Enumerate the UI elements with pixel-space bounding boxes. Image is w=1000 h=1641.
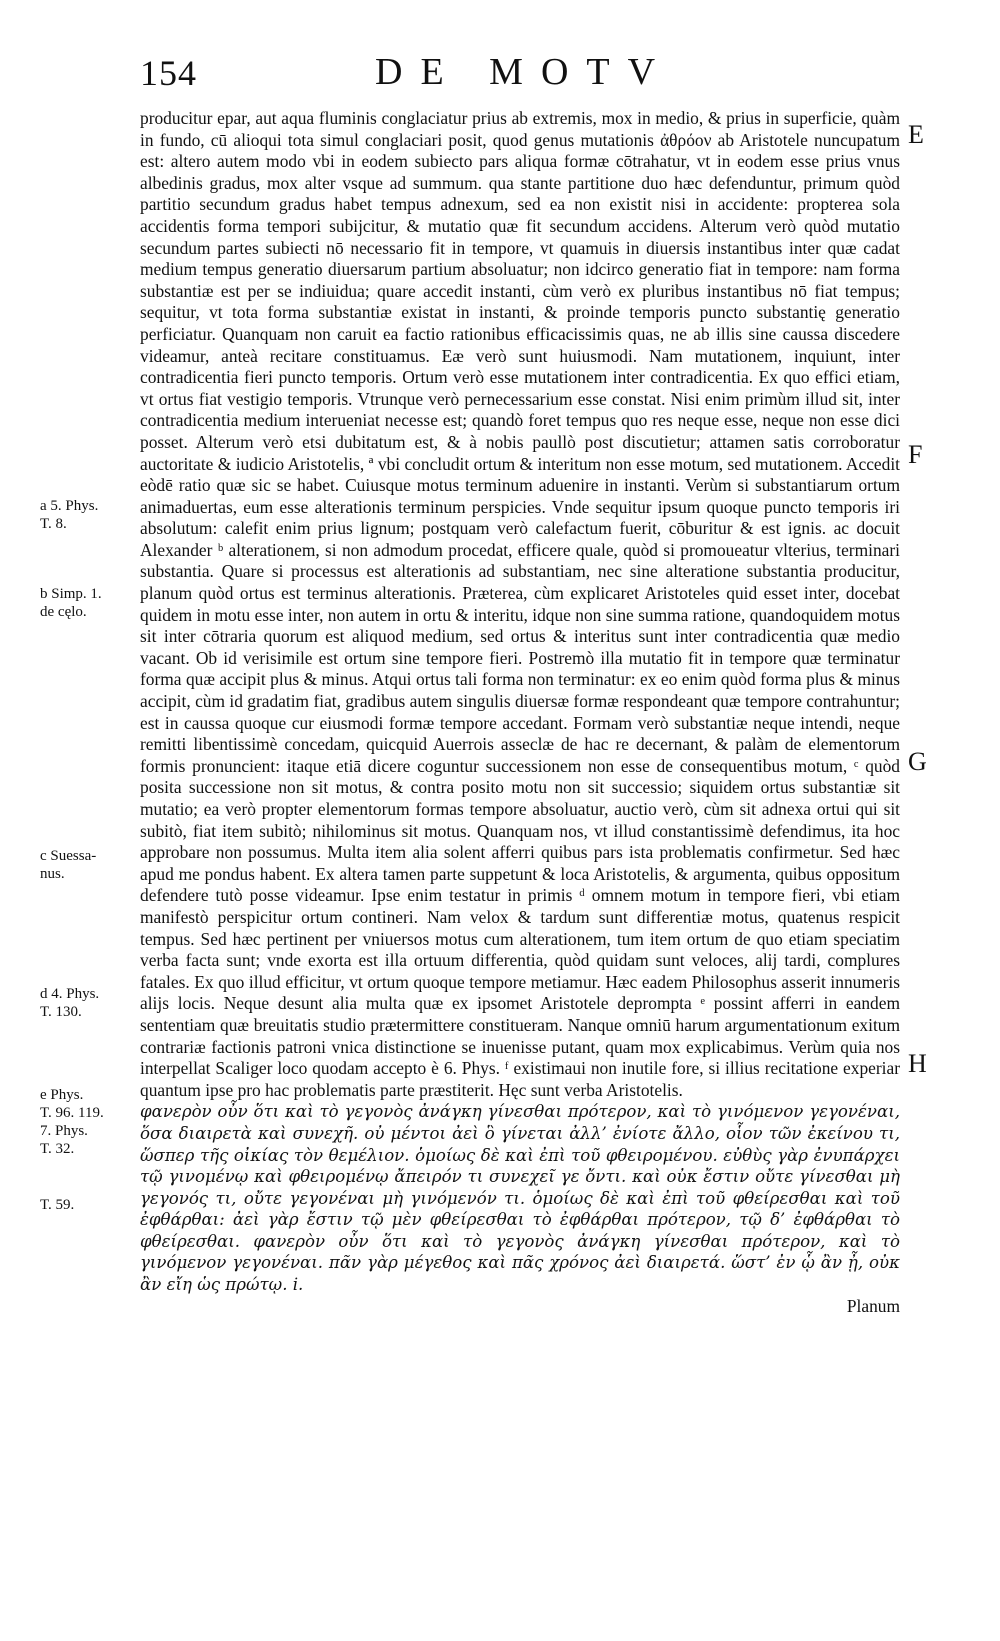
margin-note-line: T. 130. (40, 1004, 82, 1020)
margin-note-line: e Phys. (40, 1087, 84, 1103)
margin-note (40, 585, 132, 621)
section-letter: H (908, 1049, 927, 1078)
running-title: DE MOTV (375, 51, 674, 93)
margin-note (40, 1086, 132, 1158)
greek-quotation: φανερὸν οὖν ὅτι καὶ τὸ γεγονὸς ἀνάγκη γίνεσθαι πρότερον, καὶ τὸ γινόμενον γεγονέναι, ὅσα διαιρετὰ καὶ συνεχῆ. οὐ μέντοι ἀεὶ ὃ γίνεται ἀλλ’ ἐνίοτε ἄλλο, οἷον τῶν ἐκείνου τι, ὥσπερ τῆς οἰκίας τὸν θεμέλιον. ὁμοίως δὲ καὶ ἐπὶ τοῦ φθειρομένου. εὐθὺς γὰρ ἐνυπάρχει τῷ γινομένῳ καὶ φθειρομένῳ ἄπειρόν τι συνεχεῖ γε ὄντι. καὶ οὐκ ἔστιν οὔτε γίνεσθαι μὴ γεγονός τι, οὔτε γεγονέναι μὴ γινόμενόν τι. ὁμοίως δὲ καὶ ἐπὶ τοῦ φθείρεσθαι καὶ τοῦ ἐφθάρθαι: ἀεὶ γὰρ ἔστιν τῷ μὲν φθείρεσθαι τὸ ἐφθάρθαι πρότερον, τῷ δ’ ἐφθάρθαι τὸ φθείρεσθαι. φανερὸν οὖν ὅτι καὶ τὸ γεγονὸς ἀνάγκη γίνεσθαι πρότερον, καὶ τὸ γινόμενον γεγονέναι. πᾶν γὰρ μέγεθος καὶ πᾶς χρόνος ἀεὶ διαιρετά. ὥστ’ ἐν ᾧ ἂν ᾖ, οὐκ ἂν εἴη ὡς πρώτῳ. i. (140, 1102, 900, 1295)
section-letter: E (908, 120, 924, 149)
margin-note-line: a 5. Phys. (40, 498, 99, 514)
main-text-block (140, 108, 900, 1317)
page-number: 154 (140, 53, 197, 93)
section-letter: G (908, 747, 927, 776)
margin-note (40, 847, 132, 883)
margin-note-line: nus. (40, 866, 65, 882)
margin-note-line: 7. Phys. (40, 1123, 88, 1139)
margin-note-line: c Suessa- (40, 848, 97, 864)
margin-note-line: de cęlo. (40, 604, 87, 620)
margin-note-line: d 4. Phys. (40, 986, 100, 1002)
margin-note (40, 497, 132, 533)
margin-note (40, 985, 132, 1021)
latin-paragraph: producitur epar, aut aqua fluminis conglaciatur prius ab extremis, mox in medio, & prius in superficie, quàm in fundo, cū alioqui tota simul conglaciari posit, quod genus mutationis ἀθρόον ab Aristotele nuncupatum est: altero autem modo vbi in eodem subiecto pars aliqua formæ cōtrahatur, vt in eodem esse prius vnus albedinis gradus, mox alter vsque ad summum. qua stante partitione duo hæc defenduntur, primum quòd partitio secundum gradus habet tempus adnexum, sed ea non existit nisi in accidente: propterea sola accidentis forma tempori subijcitur, & mutatio quæ fit secundum accidens. Alterum verò quòd mutatio secundum partes subiecti nō necessario fit in tempore, vt quamuis in diuersis instantibus inter quæ cadat medium tempus generatio diuersarum partium absoluatur; non idcirco generatio fiat in tempore: nam forma substantiæ est per se indiuidua; quare accedit instanti, cùm verò ex pluribus instantibus nō fiat tempus; sequitur, vt tota forma substantiæ existat in instanti, & proinde temporis puncto substantię generatio perficiatur. Quanquam non caruit ea factio rationibus efficacissimis quas, ne ab illis sine caussa discedere videamur, anteà recitare constituamus. Eæ verò sunt huiusmodi. Nam mutationem, inquiunt, inter contradicentia fieri puncto temporis. Ortum verò esse mutationem inter contradicentia. Ex quo effici etiam, vt ortus fiat vestigio temporis. Vtrunque verò pernecessarium esse constat. Nisi enim primùm illud sit, inter contradicentia medium interueniat necesse est; quandò foret tempus quo res neque esse, neque non esse dici posset. Alterum verò etsi dubitatum est, & à nobis paullò post discutietur; attamen satis corroboratur auctoritate & iudicio Aristotelis, ª vbi concludit ortum & interitum non esse motum, sed mutationem. Accedit eòdē ratio quæ sic se habet. Cuiusque motus terminum aduenire in instanti. Verùm si substantiarum ortum animaduertas, eum esse alterationis terminum perspicies. Vnde sequitur ipsum quoque puncto temporis iri absolutum: calefit enim prius lignum; postquam verò calefactum fuerit, cōburitur & est ignis. ac docuit Alexander ᵇ alterationem, si non admodum procedat, efficere quale, quòd si promoueatur vlterius, terminari substantia. Quare si processus est alterationis ad substantiam, nec sine alteratione substantia producitur, planum quòd ortus est terminus alterationis. Præterea, cùm explicaret Aristoteles quid esset inter, docebat quidem in motu esse inter, non autem in ortu & interitu, idque non sine summa ratione, quandoquidem motus sit inter cōtraria quorum est aliquod medium, sed ortus & interitus sunt inter contradicentia quæ medio vacant. Ob id verisimile est ortum sine tempore fieri. Postremò illa mutatio fit in tempore quæ terminatur forma quæ accipit plus & minus. Atqui ortus tali forma non terminatur: ex eo enim quòd forma plus & minus accipit, cùm id gradatim fiat, gradibus autem singulis diuersæ formæ respondeant quæ tempore contrahuntur; est in caussa quoque cur eiusmodi formæ tempore accedant. Formam verò substantiæ neque intendi, neque remitti libentissimè concedam, quicquid Auerrois asseclæ de hac re decernant, & palàm de elementorum formis pronuncient: itaque etiā dicere coguntur successionem non esse de consequentibus motum, ᶜ quòd posita successione non sit motus, & contra posito motu non sit successio; siquidem ortus substantiæ sit mutatio; ea verò propter elementorum formas tempore absoluatur, auctio verò, cùm sit adnexa ortui qui sit subitò, fiat item subitò; nihilominus sit motus. Quanquam nos, vt illud constantissimè defendimus, ita hoc approbare non possumus. Multa item alia solent afferri quibus pars ista problematis confirmetur. Sed hæc apud me pondus habent. Ex altera tamen parte suppetunt & loca Aristotelis, & argumenta, quibus oppositum defendere tutò posse videamur. Ipse enim testatur in primis ᵈ omnem motum in tempore fieri, vbi etiam manifestò perspicitur ortum contineri. Nam velox & tardum sunt differentiæ motus, quatenus respicit tempus. Sed hæc pertinent per vniuersos motus cum alterationem, tum item ortum de quo etiam speciatim verba facta sunt; vnde exorta est illa ortuum differentia, quòd quidam sunt veloces, alij tardi, complures fatales. Ex quo illud efficitur, vt ortum quoque tempore metiamur. Hæc eadem Philosophus asserit innumeris alijs locis. Neque desunt alia multa quæ ex ipsomet Aristotele deprompta ᵉ possint afferri in eandem sententiam quæ breuitatis studio prætermittere constitueram. Nanque omniū harum argumentationum exitum contrariæ factionis patroni vnica distinctione se inuenisse putant, quam mox explicabimus. Verùm quia nos interpellat Scaliger loco quodam accepto è 6. Phys. ᶠ existimaui non inutile fore, si illius recitatione experiar quantum ipse pro hac problematis parte præstiterit. Hęc sunt verba Aristotelis. (140, 108, 900, 1100)
margin-note-line: b Simp. 1. (40, 586, 102, 602)
margin-note-line: T. 32. (40, 1141, 75, 1157)
margin-note-line: T. 59. (40, 1197, 75, 1213)
margin-note-line: T. 96. 119. (40, 1105, 104, 1121)
margin-note-line: T. 8. (40, 516, 67, 532)
catchword: Planum (846, 1295, 900, 1316)
section-letter: F (908, 440, 923, 469)
margin-note (40, 1196, 132, 1214)
